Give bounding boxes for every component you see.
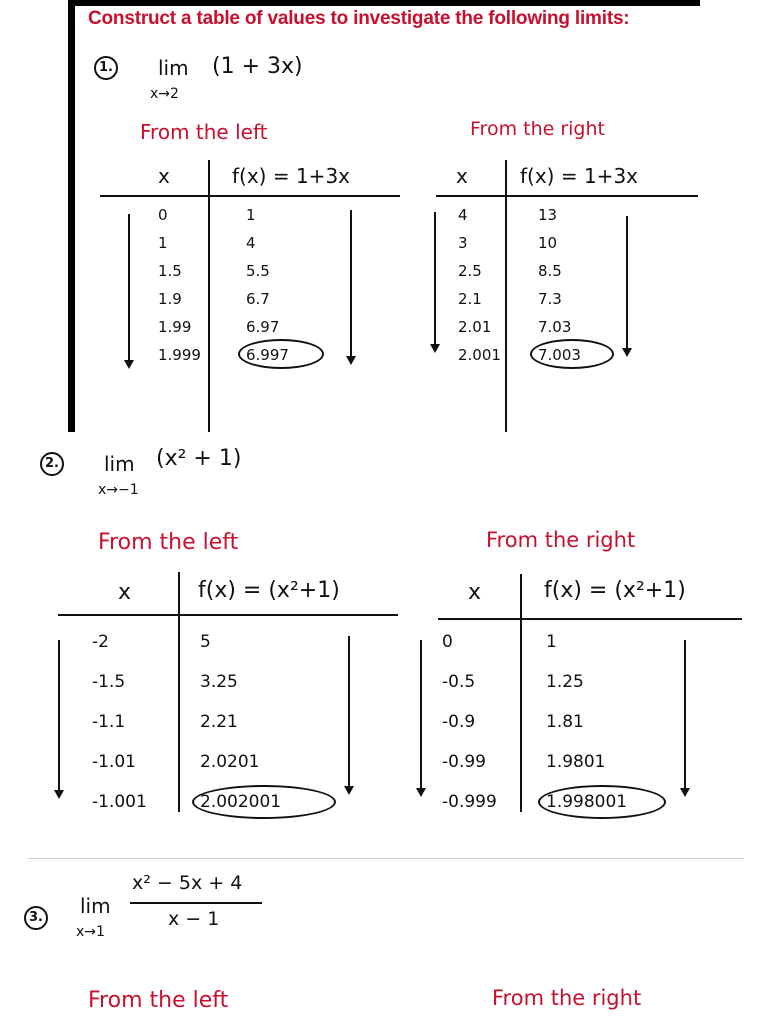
p1-right-down-arrow-icon-head [430, 344, 440, 353]
fx-value-cell: 2.0201 [200, 752, 260, 772]
p1-right-label: From the right [470, 118, 605, 140]
fx-value-cell: 1.81 [546, 712, 584, 732]
problem-1-number: 1. [94, 56, 118, 80]
fx-value-cell: 1 [246, 206, 256, 224]
p1-left-right-arrow-icon [350, 210, 352, 356]
p1-right-x-header: x [456, 164, 468, 188]
problem-3-lim: lim [80, 894, 111, 918]
x-value-cell: -1.001 [92, 792, 147, 812]
problem-1-approach: x→2 [150, 86, 179, 102]
problem-2-expression: (x² + 1) [156, 446, 242, 471]
x-value-cell: -0.99 [442, 752, 486, 772]
problem-1-lim: lim [158, 56, 189, 80]
p2-left-label: From the left [98, 530, 239, 555]
x-value-cell: 2.1 [458, 290, 482, 308]
x-value-cell: 0 [158, 206, 168, 224]
fx-value-cell: 6.7 [246, 290, 270, 308]
p1-left-header-rule [100, 195, 400, 197]
p2-right-fx-header: f(x) = (x²+1) [544, 578, 686, 603]
p1-right-header-rule [436, 195, 698, 197]
frame-left-bar [68, 0, 75, 432]
x-value-cell: -0.999 [442, 792, 497, 812]
x-value-cell: -2 [92, 632, 109, 652]
fx-value-cell: 5.5 [246, 262, 270, 280]
p2-left-down-arrow-icon-head [54, 790, 64, 799]
section-divider [28, 858, 744, 859]
limit-value-circle [238, 339, 324, 369]
fx-value-cell: 1.9801 [546, 752, 606, 772]
fx-value-cell: 6.97 [246, 318, 280, 336]
p1-left-right-arrow-icon-head [346, 356, 356, 365]
p1-left-column-divider [208, 160, 210, 432]
fx-value-cell: 1.25 [546, 672, 584, 692]
problem-2-number: 2. [40, 452, 64, 476]
x-value-cell: -1.1 [92, 712, 126, 732]
fx-value-cell: 7.03 [538, 318, 572, 336]
x-value-cell: -0.9 [442, 712, 476, 732]
p2-left-right-arrow-icon [348, 636, 350, 786]
p2-left-fx-header: f(x) = (x²+1) [198, 578, 340, 603]
fx-value-cell: 2.21 [200, 712, 238, 732]
x-value-cell: 1.9 [158, 290, 182, 308]
p3-right-label: From the right [492, 986, 642, 1010]
x-value-cell: 1.99 [158, 318, 192, 336]
fx-value-cell: 2.002001 [200, 792, 282, 812]
p2-right-label: From the right [486, 528, 636, 552]
limit-value-circle [538, 785, 666, 819]
x-value-cell: 1.999 [158, 346, 201, 364]
p2-right-down-arrow-icon [420, 640, 422, 788]
limit-value-circle [530, 339, 614, 369]
p2-right-x-header: x [468, 580, 482, 605]
p1-left-down-arrow-icon-head [124, 360, 134, 369]
p2-left-header-rule [58, 614, 398, 616]
p1-right-column-divider [505, 160, 507, 432]
fx-value-cell: 5 [200, 632, 211, 652]
limit-value-circle [192, 785, 336, 819]
problem-2-lim: lim [104, 452, 135, 476]
p1-left-label: From the left [140, 120, 268, 144]
fx-value-cell: 1 [546, 632, 557, 652]
x-value-cell: -0.5 [442, 672, 476, 692]
fx-value-cell: 1.998001 [546, 792, 628, 812]
x-value-cell: 2.001 [458, 346, 501, 364]
problem-3-denominator: x − 1 [168, 908, 220, 930]
p2-left-right-arrow-icon-head [344, 786, 354, 795]
x-value-cell: 4 [458, 206, 468, 224]
x-value-cell: 2.01 [458, 318, 492, 336]
fx-value-cell: 7.003 [538, 346, 581, 364]
p2-right-header-rule [438, 618, 742, 620]
fx-value-cell: 8.5 [538, 262, 562, 280]
p2-left-column-divider [178, 572, 180, 812]
p2-left-x-header: x [118, 580, 132, 605]
p3-left-label: From the left [88, 988, 229, 1013]
problem-2-approach: x→−1 [98, 482, 139, 498]
x-value-cell: -1.5 [92, 672, 126, 692]
p1-right-right-arrow-icon [626, 216, 628, 348]
x-value-cell: 2.5 [458, 262, 482, 280]
p1-right-right-arrow-icon-head [622, 348, 632, 357]
page-title: Construct a table of values to investigate the following limits: [88, 8, 630, 29]
x-value-cell: 3 [458, 234, 468, 252]
fx-value-cell: 4 [246, 234, 256, 252]
problem-3-number: 3. [24, 906, 48, 930]
p1-right-fx-header: f(x) = 1+3x [520, 164, 638, 188]
frame-top-bar [68, 0, 700, 6]
p1-left-down-arrow-icon [128, 214, 130, 360]
p2-right-column-divider [520, 574, 522, 812]
fx-value-cell: 3.25 [200, 672, 238, 692]
problem-1-expression: (1 + 3x) [212, 54, 303, 79]
problem-3-fraction-bar [130, 902, 262, 904]
fx-value-cell: 6.997 [246, 346, 289, 364]
p2-right-right-arrow-icon-head [680, 788, 690, 797]
p1-left-fx-header: f(x) = 1+3x [232, 164, 350, 188]
fx-value-cell: 10 [538, 234, 558, 252]
x-value-cell: -1.01 [92, 752, 136, 772]
p2-left-down-arrow-icon [58, 640, 60, 790]
fx-value-cell: 13 [538, 206, 558, 224]
x-value-cell: 0 [442, 632, 453, 652]
p1-right-down-arrow-icon [434, 212, 436, 344]
x-value-cell: 1.5 [158, 262, 182, 280]
p2-right-down-arrow-icon-head [416, 788, 426, 797]
problem-3-approach: x→1 [76, 924, 105, 940]
p2-right-right-arrow-icon [684, 640, 686, 788]
fx-value-cell: 7.3 [538, 290, 562, 308]
p1-left-x-header: x [158, 164, 170, 188]
x-value-cell: 1 [158, 234, 168, 252]
problem-3-numerator: x² − 5x + 4 [132, 872, 243, 894]
